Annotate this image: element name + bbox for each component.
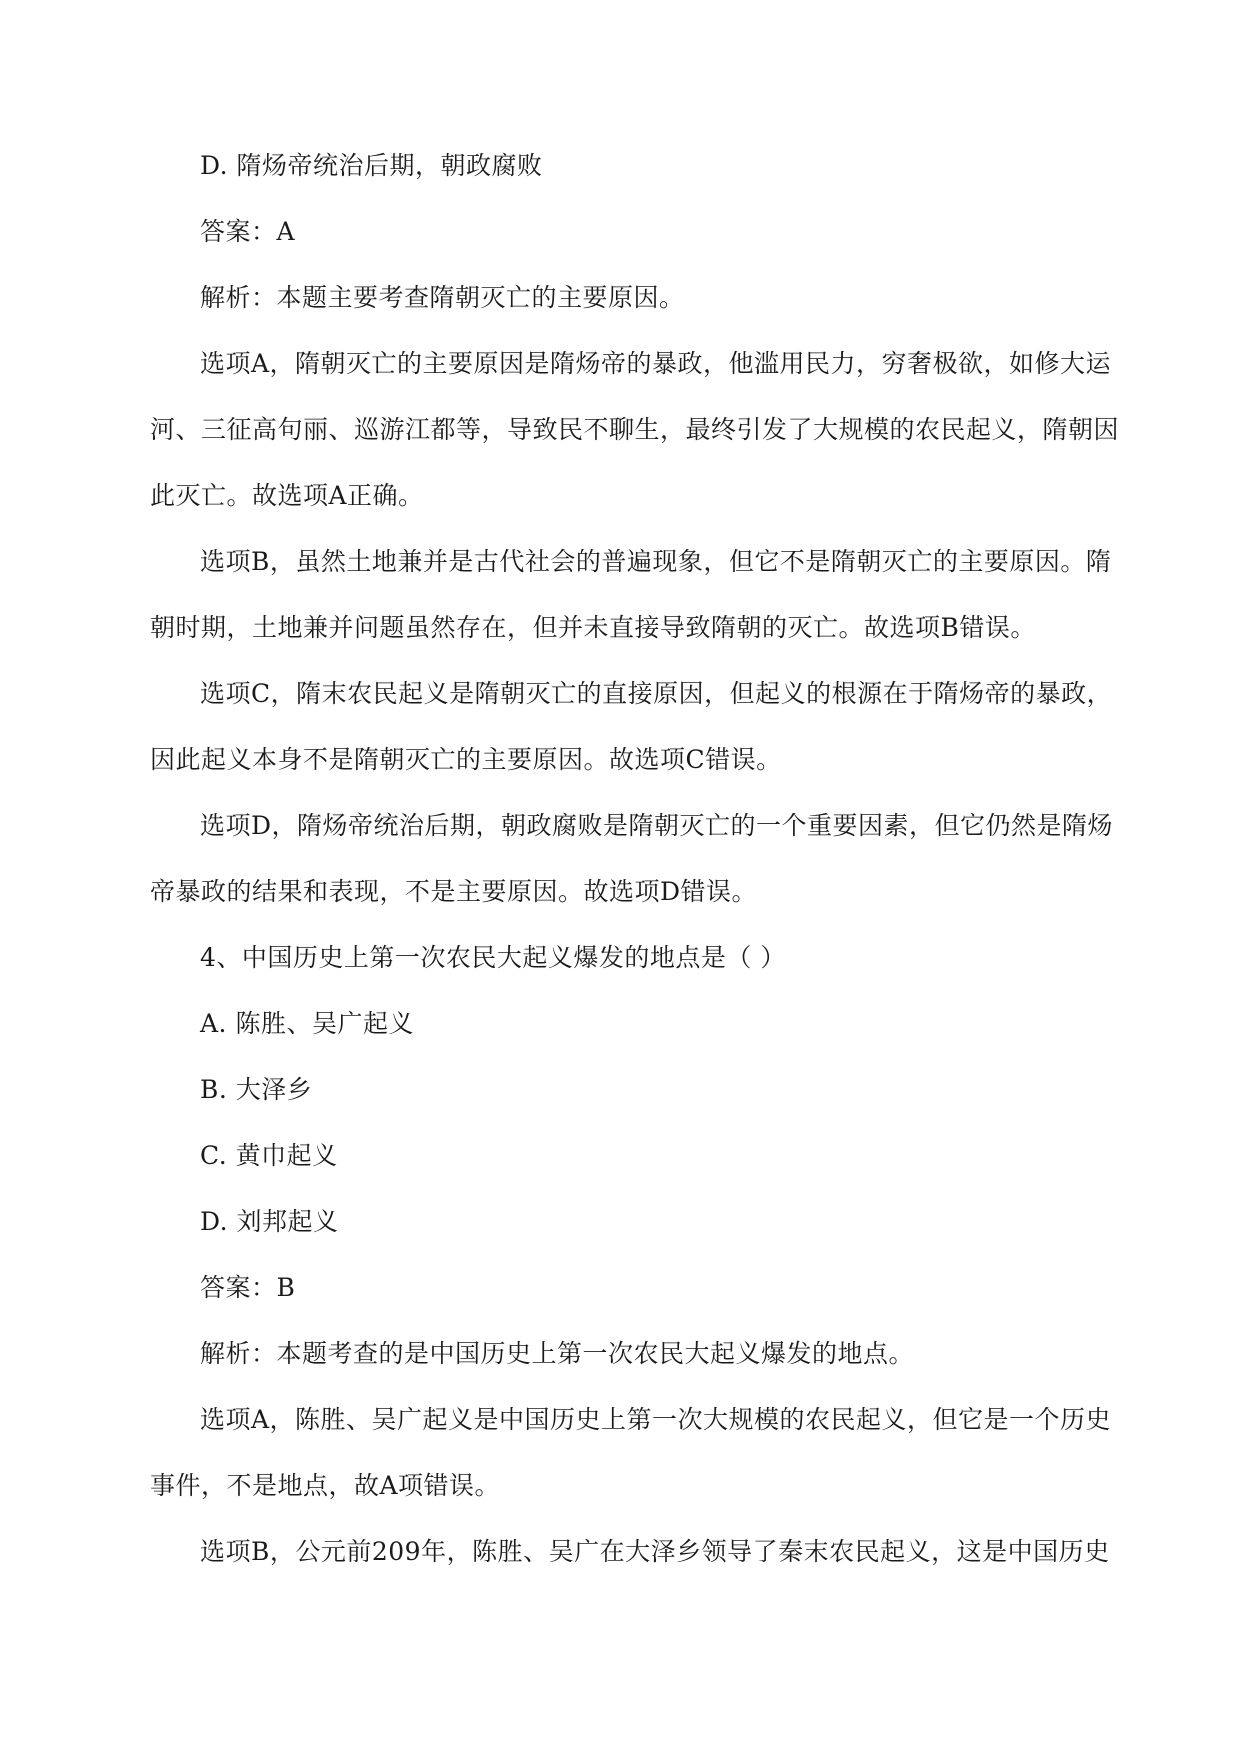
question-line: 4、中国历史上第一次农民大起义爆发的地点是（ ） (200, 943, 786, 972)
paragraph-line: 此灭亡。故选项A正确。 (150, 481, 424, 510)
paragraph-line: 朝时期，土地兼并问题虽然存在，但并未直接导致隋朝的灭亡。故选项B错误。 (150, 613, 1036, 642)
analysis-line: 解析：本题考查的是中国历史上第一次农民大起义爆发的地点。 (200, 1339, 915, 1368)
paragraph-line: 因此起义本身不是隋朝灭亡的主要原因。故选项C错误。 (150, 745, 782, 774)
paragraph-line: 选项B，虽然土地兼并是古代社会的普遍现象，但它不是隋朝灭亡的主要原因。隋 (200, 547, 1112, 576)
paragraph-line: 事件，不是地点，故A项错误。 (150, 1471, 501, 1500)
paragraph-line: 河、三征高句丽、巡游江都等，导致民不聊生，最终引发了大规模的农民起义，隋朝因 (150, 415, 1120, 444)
paragraph-line: 选项C，隋末农民起义是隋朝灭亡的直接原因，但起义的根源在于隋炀帝的暴政， (200, 679, 1113, 708)
paragraph-line: 选项B，公元前209年，陈胜、吴广在大泽乡领导了秦末农民起义，这是中国历史 (200, 1537, 1110, 1566)
answer-line: 答案：A (200, 217, 296, 246)
option-b-line: B. 大泽乡 (200, 1075, 313, 1104)
analysis-line: 解析：本题主要考查隋朝灭亡的主要原因。 (200, 283, 685, 312)
option-a-line: A. 陈胜、吴广起义 (200, 1009, 414, 1038)
paragraph-line: 选项A，隋朝灭亡的主要原因是隋炀帝的暴政，他滥用民力，穷奢极欲，如修大运 (200, 349, 1112, 378)
option-c-line: C. 黄巾起义 (200, 1141, 338, 1170)
option-d-line: D. 刘邦起义 (200, 1207, 339, 1236)
paragraph-line: 选项D，隋炀帝统治后期，朝政腐败是隋朝灭亡的一个重要因素，但它仍然是隋炀 (200, 811, 1114, 840)
paragraph-line: 选项A，陈胜、吴广起义是中国历史上第一次大规模的农民起义，但它是一个历史 (200, 1405, 1112, 1434)
option-d-line: D. 隋炀帝统治后期，朝政腐败 (200, 151, 543, 180)
paragraph-line: 帝暴政的结果和表现，不是主要原因。故选项D错误。 (150, 877, 758, 906)
answer-line: 答案：B (200, 1273, 296, 1302)
